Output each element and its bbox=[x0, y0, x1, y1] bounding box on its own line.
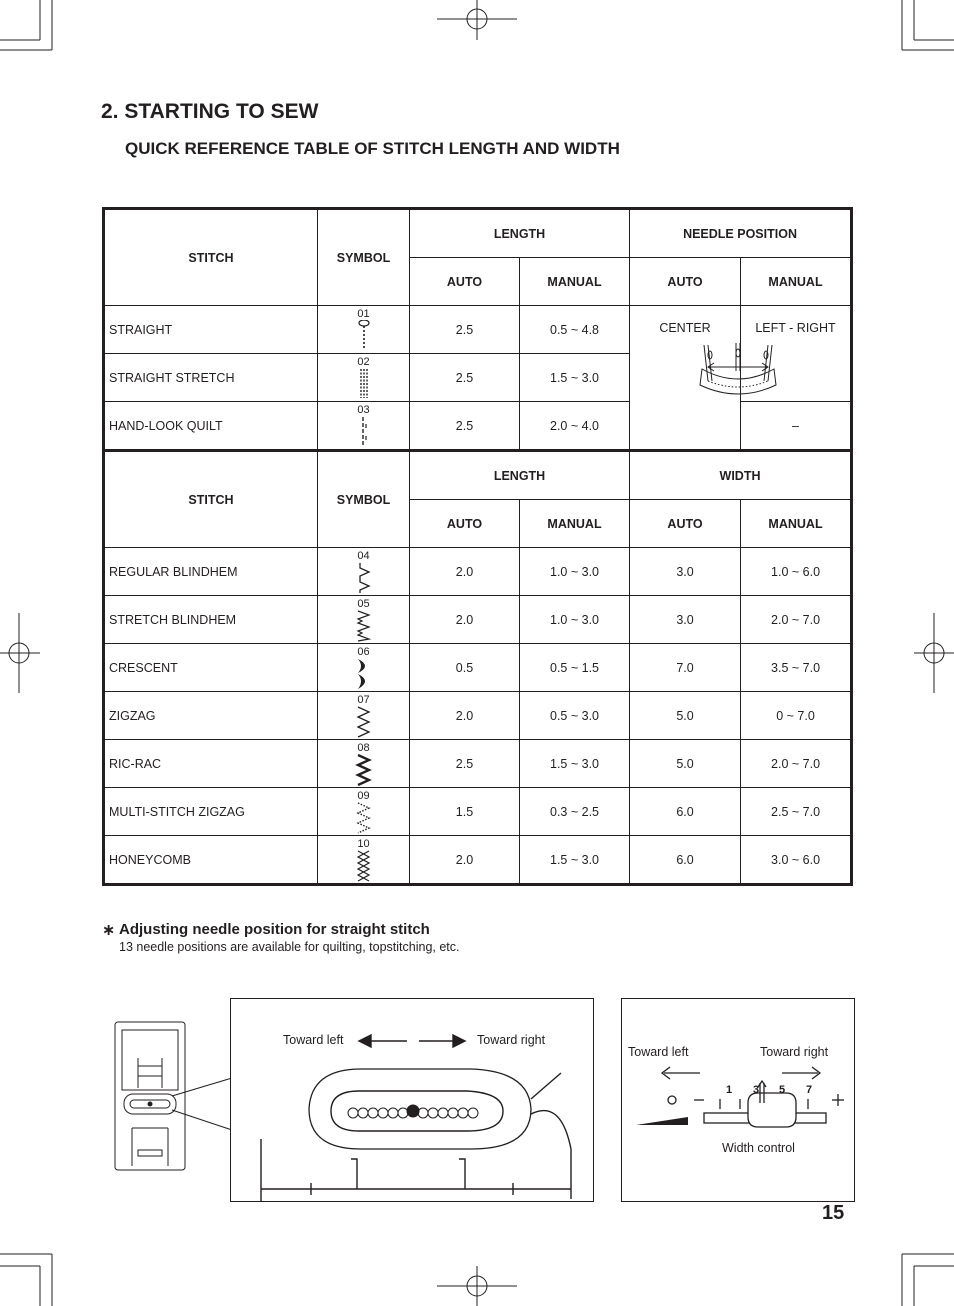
length-auto: 2.0 bbox=[410, 596, 520, 644]
width-auto: 7.0 bbox=[630, 644, 741, 692]
stitch-symbol bbox=[318, 740, 410, 788]
dial-mark: 3 bbox=[753, 1084, 760, 1096]
stitch-symbol bbox=[318, 692, 410, 740]
header-width: WIDTH bbox=[630, 451, 852, 500]
needle-manual-dash: – bbox=[741, 402, 852, 451]
length-manual: 1.5 ~ 3.0 bbox=[520, 836, 630, 885]
needle-plate-icon bbox=[698, 341, 778, 399]
page-number: 15 bbox=[822, 1202, 845, 1224]
stitch-name: STRAIGHT bbox=[104, 306, 318, 354]
stitch-name: CRESCENT bbox=[104, 644, 318, 692]
stitch-name: HAND-LOOK QUILT bbox=[104, 402, 318, 451]
stitch-number: 07 bbox=[357, 694, 370, 706]
header-symbol: SYMBOL bbox=[318, 451, 410, 548]
dial-mark: 5 bbox=[779, 1084, 786, 1096]
header-stitch: STITCH bbox=[104, 209, 318, 306]
stitch-symbol bbox=[318, 644, 410, 692]
table-row bbox=[104, 644, 852, 692]
header-length-manual: MANUAL bbox=[520, 500, 630, 548]
width-manual: 2.0 ~ 7.0 bbox=[741, 740, 852, 788]
stitch-symbol bbox=[318, 596, 410, 644]
stitch-number: 06 bbox=[357, 646, 370, 658]
length-manual: 1.5 ~ 3.0 bbox=[520, 740, 630, 788]
header-width-auto: AUTO bbox=[630, 500, 741, 548]
width-control-figure bbox=[621, 998, 855, 1202]
length-manual: 1.0 ~ 3.0 bbox=[520, 548, 630, 596]
stitch-symbol bbox=[318, 354, 410, 402]
width-manual: 2.0 ~ 7.0 bbox=[741, 596, 852, 644]
stitch-name: HONEYCOMB bbox=[104, 836, 318, 885]
zigzag-stitch-icon bbox=[354, 706, 374, 738]
length-manual: 1.5 ~ 3.0 bbox=[520, 354, 630, 402]
header-length-auto: AUTO bbox=[410, 500, 520, 548]
straight-stitch-icon bbox=[354, 320, 374, 352]
header-needle-position: NEEDLE POSITION bbox=[630, 209, 852, 258]
stitch-name: STRAIGHT STRETCH bbox=[104, 354, 318, 402]
table-header-row bbox=[104, 451, 852, 500]
width-manual: 3.0 ~ 6.0 bbox=[741, 836, 852, 885]
stretch-blindhem-stitch-icon bbox=[354, 610, 374, 642]
needle-hole-figure bbox=[230, 998, 594, 1202]
header-needle-manual: MANUAL bbox=[741, 258, 852, 306]
table-row bbox=[104, 548, 852, 596]
table-header-row bbox=[104, 209, 852, 258]
note-bullet: ∗ bbox=[102, 922, 116, 939]
needle-position-manual: LEFT - RIGHT bbox=[755, 321, 836, 335]
table-row bbox=[104, 836, 852, 885]
crescent-stitch-icon bbox=[354, 658, 374, 690]
arrows-left-right-icon bbox=[231, 999, 593, 1201]
stitch-number: 03 bbox=[357, 404, 370, 416]
toward-right-label: Toward right bbox=[760, 1045, 829, 1059]
dial-mark: 1 bbox=[726, 1084, 733, 1096]
table-row bbox=[104, 596, 852, 644]
stitch-symbol bbox=[318, 836, 410, 885]
stitch-number: 01 bbox=[357, 308, 370, 320]
stitch-number: 09 bbox=[357, 790, 370, 802]
width-auto: 6.0 bbox=[630, 788, 741, 836]
header-length: LENGTH bbox=[410, 209, 630, 258]
length-manual: 2.0 ~ 4.0 bbox=[520, 402, 630, 451]
stitch-name: ZIGZAG bbox=[104, 692, 318, 740]
stitch-symbol bbox=[318, 402, 410, 451]
honeycomb-stitch-icon bbox=[354, 850, 374, 882]
header-length-manual: MANUAL bbox=[520, 258, 630, 306]
length-manual: 0.5 ~ 3.0 bbox=[520, 692, 630, 740]
length-manual: 1.0 ~ 3.0 bbox=[520, 596, 630, 644]
hand-look-quilt-stitch-icon bbox=[354, 416, 374, 448]
table-row bbox=[104, 692, 852, 740]
header-width-manual: MANUAL bbox=[741, 500, 852, 548]
dial-mark: 7 bbox=[806, 1084, 813, 1096]
width-manual: 0 ~ 7.0 bbox=[741, 692, 852, 740]
regular-blindhem-stitch-icon bbox=[354, 562, 374, 594]
header-needle-auto: AUTO bbox=[630, 258, 741, 306]
page-title: 2. STARTING TO SEW bbox=[101, 100, 319, 123]
length-auto: 1.5 bbox=[410, 788, 520, 836]
note-body: 13 needle positions are available for quilting, topstitching, etc. bbox=[119, 940, 460, 954]
stitch-name: MULTI-STITCH ZIGZAG bbox=[104, 788, 318, 836]
table-row bbox=[104, 740, 852, 788]
length-manual: 0.5 ~ 1.5 bbox=[520, 644, 630, 692]
stitch-number: 02 bbox=[357, 356, 370, 368]
header-symbol: SYMBOL bbox=[318, 209, 410, 306]
width-control-caption: Width control bbox=[722, 1141, 795, 1155]
length-manual: 0.3 ~ 2.5 bbox=[520, 788, 630, 836]
width-auto: 6.0 bbox=[630, 836, 741, 885]
length-auto: 0.5 bbox=[410, 644, 520, 692]
length-auto: 2.0 bbox=[410, 548, 520, 596]
length-auto: 2.5 bbox=[410, 740, 520, 788]
length-auto: 2.5 bbox=[410, 354, 520, 402]
stitch-number: 05 bbox=[357, 598, 370, 610]
stitch-reference-table bbox=[102, 207, 853, 886]
width-auto: 3.0 bbox=[630, 548, 741, 596]
length-auto: 2.0 bbox=[410, 692, 520, 740]
width-control-dial-icon bbox=[622, 999, 854, 1201]
width-auto: 3.0 bbox=[630, 596, 741, 644]
page-subtitle: QUICK REFERENCE TABLE OF STITCH LENGTH AND WIDTH bbox=[125, 139, 620, 158]
multi-stitch-zigzag-icon bbox=[354, 802, 374, 834]
table-row bbox=[104, 788, 852, 836]
presser-foot-icon bbox=[100, 1018, 240, 1178]
length-manual: 0.5 ~ 4.8 bbox=[520, 306, 630, 354]
width-manual: 1.0 ~ 6.0 bbox=[741, 548, 852, 596]
straight-stretch-stitch-icon bbox=[354, 368, 374, 400]
length-auto: 2.5 bbox=[410, 402, 520, 451]
width-auto: 5.0 bbox=[630, 740, 741, 788]
stitch-number: 08 bbox=[357, 742, 370, 754]
needle-position-auto: CENTER bbox=[659, 321, 711, 335]
stitch-name: RIC-RAC bbox=[104, 740, 318, 788]
stitch-name: REGULAR BLINDHEM bbox=[104, 548, 318, 596]
header-length-auto: AUTO bbox=[410, 258, 520, 306]
ric-rac-stitch-icon bbox=[354, 754, 374, 786]
note-title: Adjusting needle position for straight stitch bbox=[119, 921, 430, 938]
length-auto: 2.5 bbox=[410, 306, 520, 354]
stitch-symbol bbox=[318, 788, 410, 836]
toward-left-label: Toward left bbox=[283, 1033, 344, 1047]
length-auto: 2.0 bbox=[410, 836, 520, 885]
header-stitch: STITCH bbox=[104, 451, 318, 548]
stitch-symbol bbox=[318, 306, 410, 354]
header-length: LENGTH bbox=[410, 451, 630, 500]
width-auto: 5.0 bbox=[630, 692, 741, 740]
stitch-number: 10 bbox=[357, 838, 370, 850]
width-manual: 2.5 ~ 7.0 bbox=[741, 788, 852, 836]
toward-right-label: Toward right bbox=[477, 1033, 546, 1047]
stitch-name: STRETCH BLINDHEM bbox=[104, 596, 318, 644]
toward-left-label: Toward left bbox=[628, 1045, 689, 1059]
stitch-number: 04 bbox=[357, 550, 370, 562]
stitch-symbol bbox=[318, 548, 410, 596]
width-manual: 3.5 ~ 7.0 bbox=[741, 644, 852, 692]
